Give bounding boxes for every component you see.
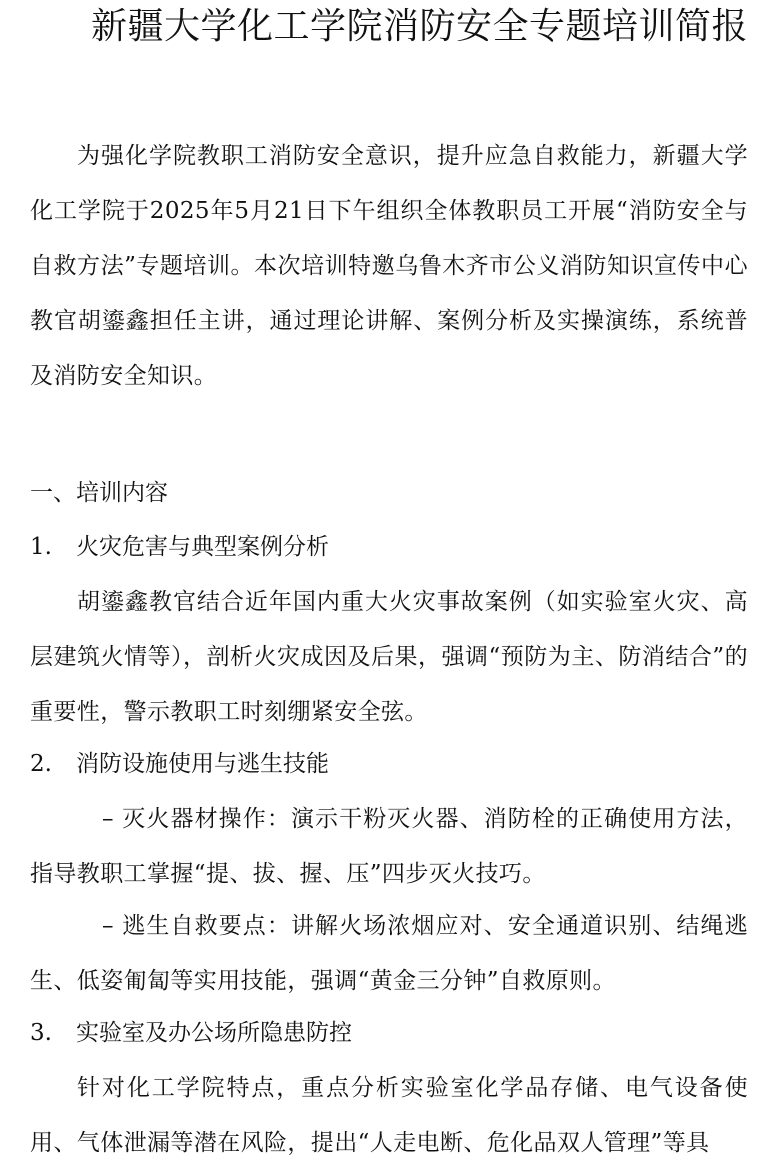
item-2-number: 2.: [30, 751, 52, 777]
item-3-title: 实验室及办公场所隐患防控: [76, 1020, 352, 1046]
section-heading-training-content: 一、培训内容: [30, 480, 168, 506]
item-1-heading: [30, 520, 329, 575]
item-2-bullet-extinguisher: – 灭火器材操作：演示干粉灭火器、消防栓的正确使用方法，指导教职工掌握“提、拔、握、压”四步灭火技巧。: [30, 806, 748, 887]
item-1-number: 1.: [30, 534, 52, 560]
item-2-bullet-escape: – 逃生自救要点：讲解火场浓烟应对、安全通道识别、结绳逃生、低姿匍匐等实用技能，强调“黄金三分钟”自救原则。: [30, 913, 748, 994]
item-2-heading: [30, 737, 329, 792]
intro-paragraph: 为强化学院教职工消防安全意识，提升应急自救能力，新疆大学化工学院于2025年5月21日下午组织全体教职员工开展“消防安全与自救方法”专题培训。本次培训特邀乌鲁木齐市公义消防知识宣传中心教官胡鎏鑫担任主讲，通过理论讲解、案例分析及实操演练，系统普及消防安全知识。: [30, 143, 748, 389]
document-title: 新疆大学化工学院消防安全专题培训简报: [90, 6, 748, 47]
item-3-heading: [30, 1006, 352, 1061]
item-1-paragraph: 胡鎏鑫教官结合近年国内重大火灾事故案例（如实验室火灾、高层建筑火情等），剖析火灾成因及后果，强调“预防为主、防消结合”的重要性，警示教职工时刻绷紧安全弦。: [30, 589, 748, 725]
item-3-paragraph: 针对化工学院特点，重点分析实验室化学品存储、电气设备使用、气体泄漏等潜在风险，提出“人走电断、危化品双人管理”等具: [30, 1075, 748, 1156]
item-2-title: 消防设施使用与逃生技能: [76, 751, 329, 777]
item-3-number: 3.: [30, 1020, 52, 1046]
item-1-title: 火灾危害与典型案例分析: [76, 534, 329, 560]
